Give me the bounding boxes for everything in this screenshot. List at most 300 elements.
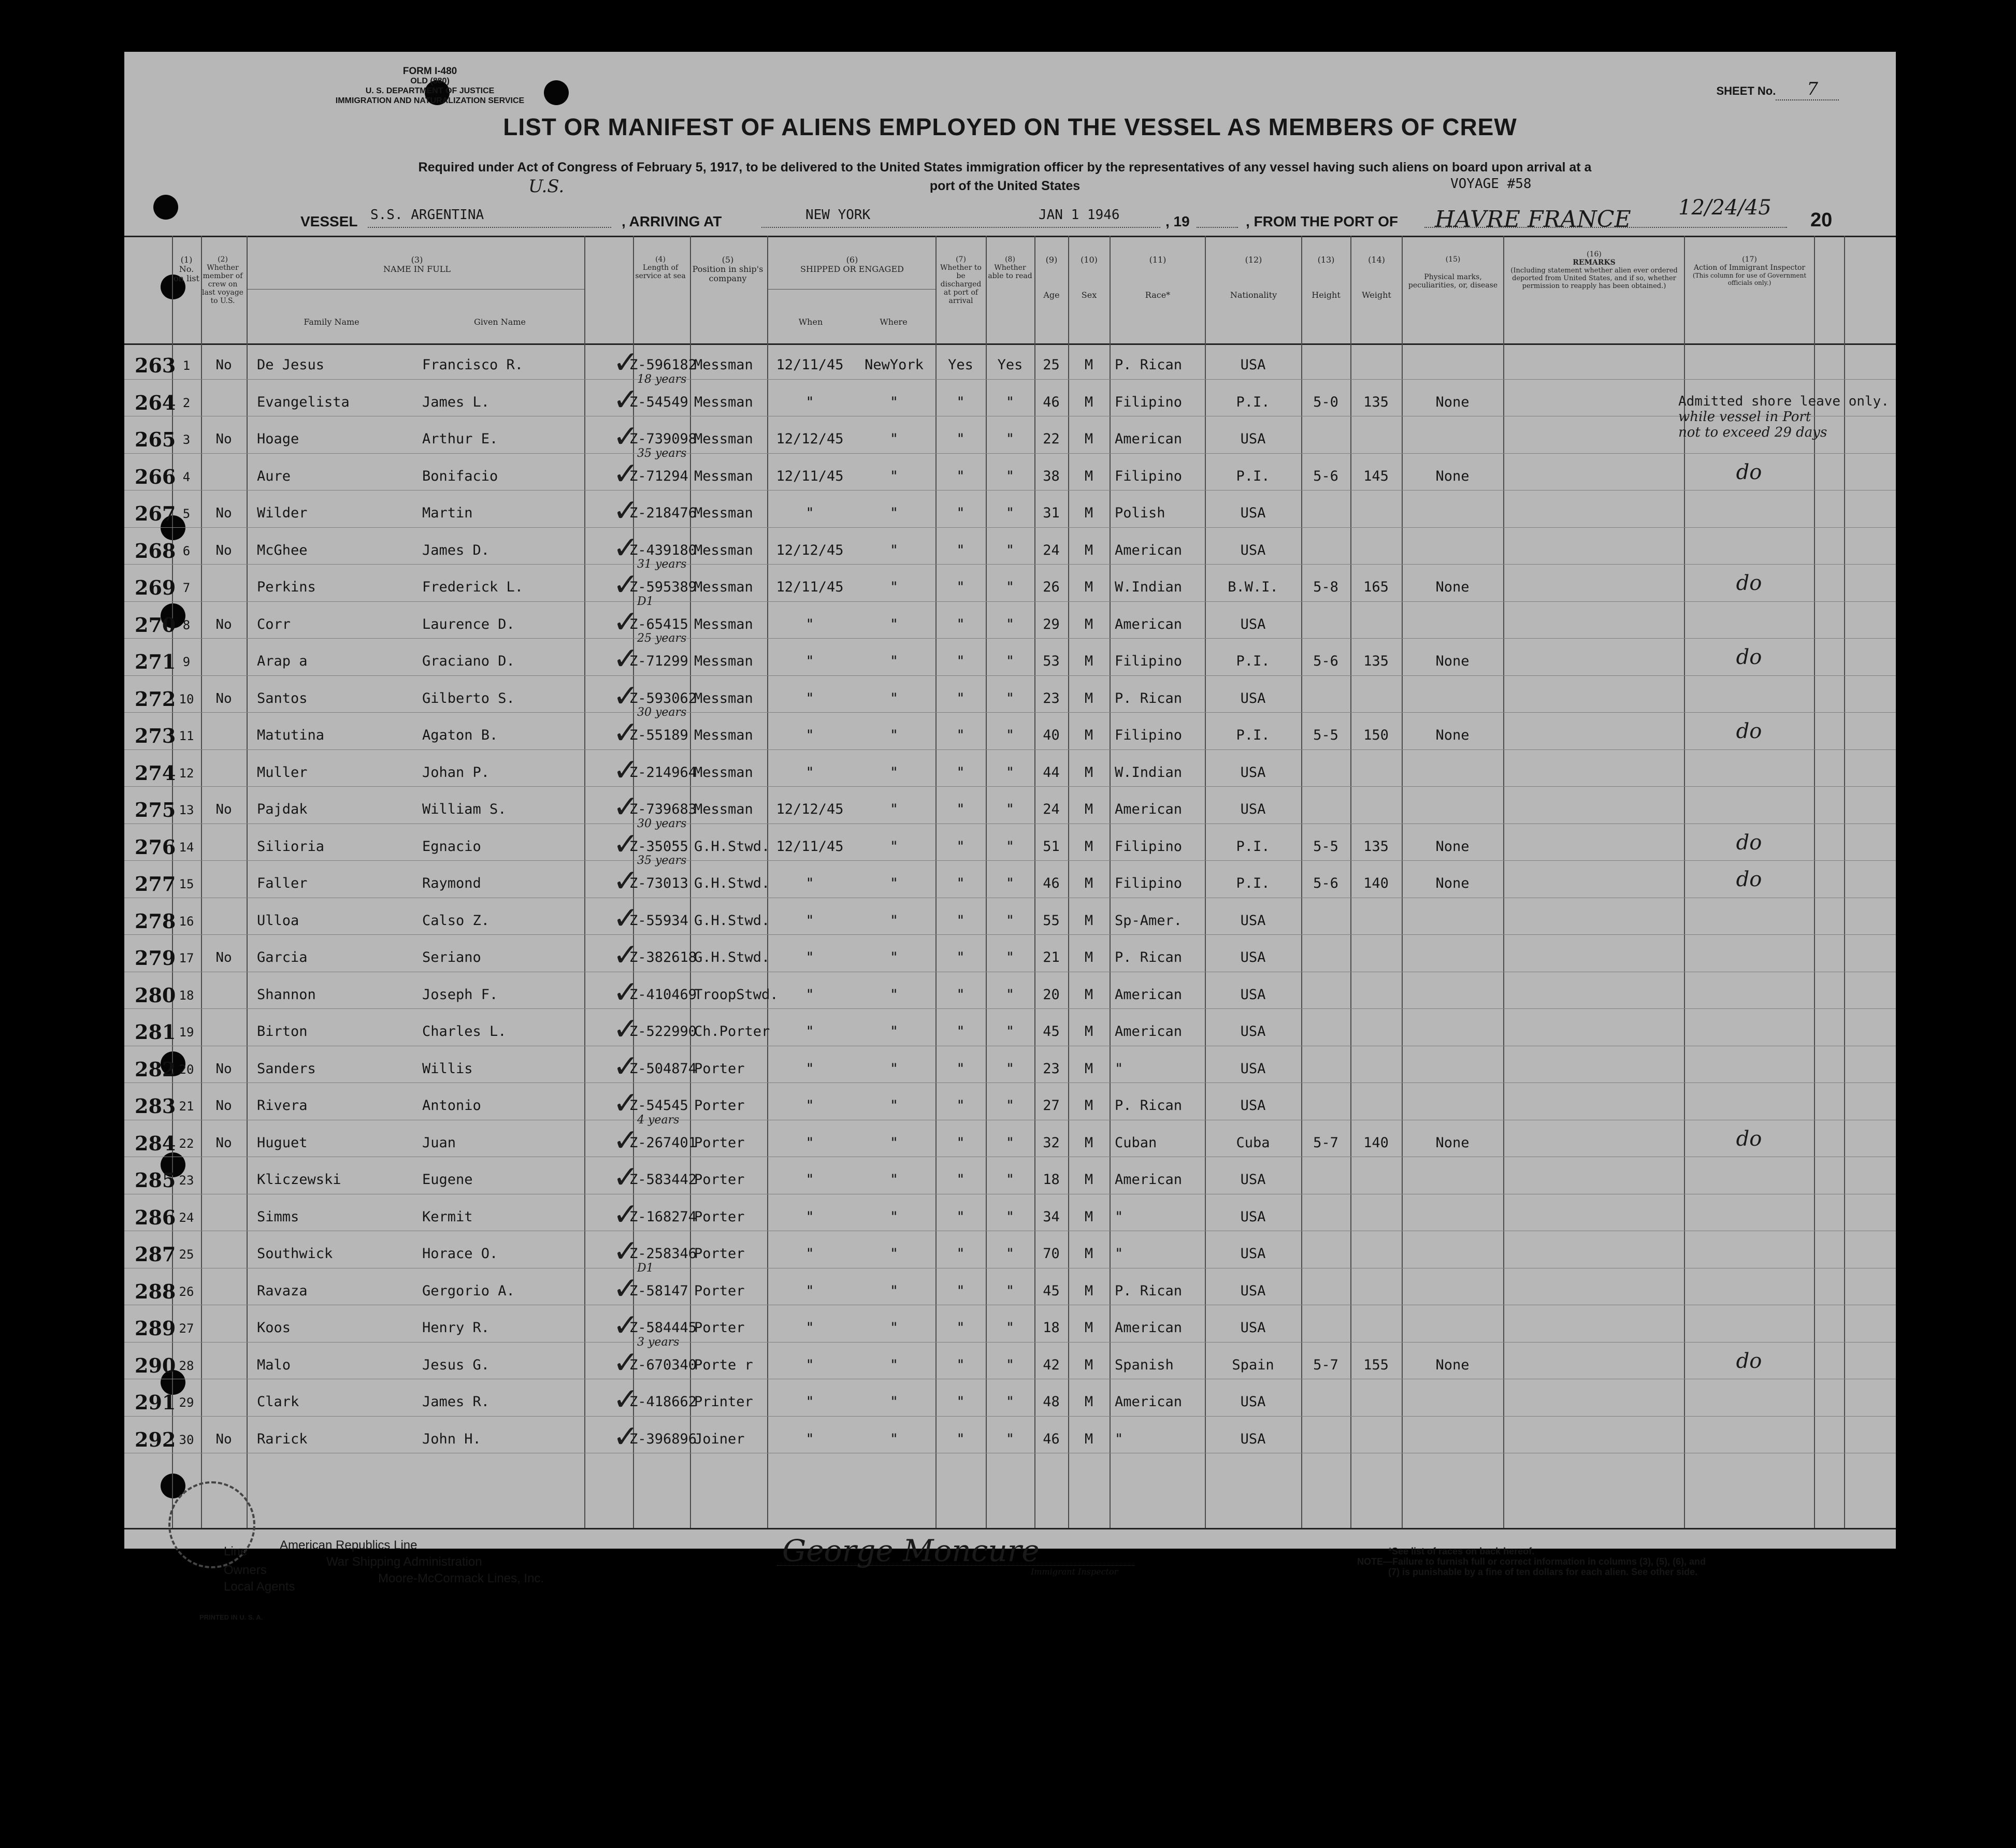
line-number: 279 xyxy=(135,946,176,970)
cell-when: " xyxy=(805,653,814,669)
cell-race: Filipino xyxy=(1115,394,1183,410)
cell-race: P. Rican xyxy=(1115,690,1183,706)
cell-z: Z-58147 xyxy=(629,1282,688,1299)
cell-given: Egnacio xyxy=(422,838,481,855)
check-mark-icon: ✓ xyxy=(613,455,639,492)
cell-read: " xyxy=(1005,653,1015,669)
cell-race: P. Rican xyxy=(1115,1282,1183,1299)
cell-no: 17 xyxy=(179,951,194,965)
cell-age: 45 xyxy=(1043,1023,1060,1040)
cell-race: " xyxy=(1115,1246,1124,1262)
line-number: 283 xyxy=(135,1094,176,1118)
cell-when: " xyxy=(805,1134,814,1151)
cell-given: Laurence D. xyxy=(422,616,515,632)
line-number: 282 xyxy=(135,1057,176,1081)
table-row xyxy=(124,416,1896,453)
header-col10: (10) Sex xyxy=(1081,255,1098,300)
table-row xyxy=(124,675,1896,713)
cell-height: 5-6 xyxy=(1313,875,1338,891)
cell-disch: " xyxy=(956,1060,965,1077)
footer-notes xyxy=(1357,1546,1706,1577)
year-label: , 19 xyxy=(1165,213,1190,229)
cell-position: Porter xyxy=(694,1172,745,1188)
cell-where: " xyxy=(889,727,899,743)
requirement-line-2: port of the United States xyxy=(929,179,1081,193)
check-mark-icon: ✓ xyxy=(613,715,639,751)
cell-prev: No xyxy=(215,1098,232,1114)
cell-no: 4 xyxy=(182,469,191,484)
cell-position: Joiner xyxy=(694,1431,745,1447)
cell-weight: 150 xyxy=(1363,727,1389,743)
cell-family: Faller xyxy=(257,875,308,891)
cell-position: Messman xyxy=(694,394,753,410)
cell-no: 19 xyxy=(179,1025,194,1040)
cell-height: 5-7 xyxy=(1313,1134,1338,1151)
line-number: 266 xyxy=(135,465,176,488)
cell-sex: M xyxy=(1084,801,1093,817)
cell-no: 15 xyxy=(179,877,194,891)
cell-read: " xyxy=(1005,394,1015,410)
cell-read: " xyxy=(1005,1320,1015,1336)
cell-prev: No xyxy=(215,1431,232,1447)
check-mark-icon: ✓ xyxy=(613,789,639,825)
cell-race: American xyxy=(1115,1023,1183,1040)
cell-position: Messman xyxy=(694,579,753,595)
cell-sex: M xyxy=(1084,727,1093,743)
cell-race: P. Rican xyxy=(1115,1098,1183,1114)
cell-nat: USA xyxy=(1240,1060,1266,1077)
cell-read: " xyxy=(1005,764,1015,781)
line-number: 271 xyxy=(135,650,176,673)
cell-age: 45 xyxy=(1043,1282,1060,1299)
cell-nat: USA xyxy=(1240,1208,1266,1225)
cell-sex: M xyxy=(1084,579,1093,595)
cell-age: 29 xyxy=(1043,616,1060,632)
cell-no: 30 xyxy=(179,1432,194,1447)
cell-weight: 135 xyxy=(1363,394,1389,410)
cell-age: 22 xyxy=(1043,431,1060,447)
header-when: When xyxy=(798,317,823,327)
cell-read: " xyxy=(1005,1098,1015,1114)
cell-position: Porter xyxy=(694,1320,745,1336)
check-mark-icon: ✓ xyxy=(613,1233,639,1269)
requirement-text xyxy=(228,158,1782,195)
cell-given: James L. xyxy=(422,394,490,410)
cell-prev: No xyxy=(215,802,232,817)
cell-when: " xyxy=(805,727,814,743)
cell-nat: Spain xyxy=(1232,1356,1274,1373)
check-mark-icon: ✓ xyxy=(613,1381,639,1418)
document-title: LIST OR MANIFEST OF ALIENS EMPLOYED ON THE VESSEL AS MEMBERS OF CREW xyxy=(503,113,1517,140)
cell-z: Z-55934 xyxy=(629,912,688,929)
cell-race: Spanish xyxy=(1115,1356,1174,1373)
cell-z: Z-584445 xyxy=(629,1320,697,1336)
cell-where: " xyxy=(889,764,899,781)
end-label: 20 xyxy=(1810,209,1833,231)
cell-weight: 140 xyxy=(1363,875,1389,891)
cell-position: Porter xyxy=(694,1060,745,1077)
cell-family: Pajdak xyxy=(257,801,308,817)
cell-when: " xyxy=(805,986,814,1003)
check-mark-icon: ✓ xyxy=(613,900,639,936)
cell-no: 18 xyxy=(179,988,194,1003)
cell-when: " xyxy=(805,764,814,781)
cell-age: 24 xyxy=(1043,542,1060,558)
cell-sex: M xyxy=(1084,912,1093,929)
cell-weight: 135 xyxy=(1363,653,1389,669)
note-races: *See list of races on back hereof. xyxy=(1388,1546,1535,1556)
cell-race: Sp-Amer. xyxy=(1115,912,1183,929)
table-row xyxy=(124,1416,1896,1453)
cell-prev: No xyxy=(215,542,232,558)
check-mark-icon: ✓ xyxy=(613,344,639,381)
line-number: 289 xyxy=(135,1317,176,1340)
cell-z: Z-73013 xyxy=(629,875,688,891)
cell-z: Z-214964 xyxy=(629,764,697,781)
cell-given: Bonifacio xyxy=(422,468,498,484)
form-number: FORM I-480 xyxy=(402,66,457,77)
cell-race: " xyxy=(1115,1208,1124,1225)
header-col11: (11) Race* xyxy=(1145,255,1171,300)
cell-nat: USA xyxy=(1240,801,1266,817)
cell-when: " xyxy=(805,1282,814,1299)
cell-nat: USA xyxy=(1240,505,1266,521)
cell-position: Messman xyxy=(694,801,753,817)
cell-age: 53 xyxy=(1043,653,1060,669)
cell-sex: M xyxy=(1084,1394,1093,1410)
cell-given: Graciano D. xyxy=(422,653,515,669)
cell-given: Henry R. xyxy=(422,1320,490,1336)
owners-label: Owners xyxy=(224,1563,267,1577)
cell-no: 16 xyxy=(179,914,194,929)
manifest-sheet xyxy=(124,52,1896,1621)
cell-action: do xyxy=(1736,645,1762,669)
table-row xyxy=(124,1157,1896,1194)
cell-read: " xyxy=(1005,1134,1015,1151)
cell-family: Koos xyxy=(257,1320,291,1336)
cell-no: 3 xyxy=(182,432,191,447)
cell-nat: P.I. xyxy=(1236,468,1270,484)
cell-nat: USA xyxy=(1240,912,1266,929)
line-number: 270 xyxy=(135,613,176,637)
check-mark-icon: ✓ xyxy=(613,826,639,862)
line-number: 292 xyxy=(135,1427,176,1451)
cell-no: 7 xyxy=(182,581,191,595)
cell-disch: " xyxy=(956,616,965,632)
sheet-label: SHEET No. xyxy=(1716,84,1776,97)
cell-nat: USA xyxy=(1240,690,1266,706)
service-length: 4 years xyxy=(637,1113,680,1127)
agents-label: Local Agents xyxy=(224,1580,295,1594)
cell-z: Z-418662 xyxy=(629,1394,697,1410)
cell-sex: M xyxy=(1084,1431,1093,1447)
cell-nat: B.W.I. xyxy=(1228,579,1278,595)
cell-sex: M xyxy=(1084,764,1093,781)
cell-race: American xyxy=(1115,542,1183,558)
cell-sex: M xyxy=(1084,394,1093,410)
line-number: 273 xyxy=(135,724,176,747)
cell-position: Messman xyxy=(694,727,753,743)
cell-given: Juan xyxy=(422,1134,456,1151)
cell-nat: USA xyxy=(1240,1172,1266,1188)
cell-read: " xyxy=(1005,912,1015,929)
cell-age: 26 xyxy=(1043,579,1060,595)
check-mark-icon: ✓ xyxy=(613,1159,639,1195)
cell-position: G.H.Stwd. xyxy=(694,875,770,891)
cell-no: 8 xyxy=(182,617,191,632)
cell-sex: M xyxy=(1084,949,1093,965)
cell-race: American xyxy=(1115,986,1183,1003)
cell-read: " xyxy=(1005,838,1015,855)
cell-family: Ulloa xyxy=(257,912,299,929)
service-length: 3 years xyxy=(637,1335,680,1349)
cell-where: " xyxy=(889,431,899,447)
check-mark-icon: ✓ xyxy=(613,603,639,640)
cell-position: G.H.Stwd. xyxy=(694,912,770,929)
voyage-number: VOYAGE #58 xyxy=(1450,176,1532,192)
check-mark-icon: ✓ xyxy=(613,863,639,899)
service-length: D1 xyxy=(637,595,654,608)
form-old: OLD (880) xyxy=(410,77,450,85)
cell-family: Santos xyxy=(257,690,308,706)
cell-sex: M xyxy=(1084,1098,1093,1114)
cell-race: American xyxy=(1115,801,1183,817)
cell-where: " xyxy=(889,1134,899,1151)
line-number: 274 xyxy=(135,761,176,785)
cell-age: 46 xyxy=(1043,875,1060,891)
line-number: 280 xyxy=(135,983,176,1007)
cell-sex: M xyxy=(1084,1356,1093,1373)
cell-family: Huguet xyxy=(257,1134,308,1151)
cell-z: Z-439180 xyxy=(629,542,697,558)
header-col14: (14) Weight xyxy=(1362,255,1391,300)
table-row xyxy=(124,817,1896,862)
line-number: 267 xyxy=(135,502,176,525)
cell-z: Z-504874 xyxy=(629,1060,697,1077)
cell-age: 32 xyxy=(1043,1134,1060,1151)
cell-given: Frederick L. xyxy=(422,579,524,595)
header-col3: (3) NAME IN FULL xyxy=(383,255,451,274)
cell-z: Z-71299 xyxy=(629,653,688,669)
cell-action: do xyxy=(1736,830,1762,855)
cell-given: Eugene xyxy=(422,1172,473,1188)
table-row xyxy=(124,1082,1896,1120)
cell-race: Cuban xyxy=(1115,1134,1157,1151)
cell-race: Filipino xyxy=(1115,653,1183,669)
cell-z: Z-55189 xyxy=(629,727,688,743)
cell-given: Jesus G. xyxy=(422,1356,490,1373)
cell-where: " xyxy=(889,1282,899,1299)
cell-where: " xyxy=(889,949,899,965)
remarks-line-2: while vessel in Port xyxy=(1678,409,1811,425)
header-col6: (6) SHIPPED OR ENGAGED xyxy=(800,255,904,274)
table-row xyxy=(124,527,1896,565)
check-mark-icon: ✓ xyxy=(613,752,639,788)
cell-where: " xyxy=(889,1098,899,1114)
cell-position: G.H.Stwd. xyxy=(694,838,770,855)
line-number: 275 xyxy=(135,798,176,821)
cell-height: 5-6 xyxy=(1313,653,1338,669)
check-mark-icon: ✓ xyxy=(613,641,639,677)
cell-height: 5-5 xyxy=(1313,727,1338,743)
cell-family: Rivera xyxy=(257,1098,308,1114)
cell-z: Z-739098 xyxy=(629,431,697,447)
line-number: 288 xyxy=(135,1279,176,1303)
service-length: 31 years xyxy=(637,558,687,571)
cell-no: 5 xyxy=(182,507,191,521)
cell-prev: No xyxy=(215,431,232,447)
header-col5: (5) Position in ship's company xyxy=(692,255,764,283)
line-number: 284 xyxy=(135,1131,176,1155)
cell-when: 12/12/45 xyxy=(776,542,844,558)
cell-family: Corr xyxy=(257,616,291,632)
cell-disch: " xyxy=(956,838,965,855)
cell-when: 12/11/45 xyxy=(776,468,844,484)
check-mark-icon: ✓ xyxy=(613,1270,639,1307)
cell-disch: " xyxy=(956,1172,965,1188)
line-number: 287 xyxy=(135,1243,176,1266)
sheet-number xyxy=(1716,79,1839,99)
cell-given: John H. xyxy=(422,1431,481,1447)
check-mark-icon: ✓ xyxy=(613,1122,639,1159)
cell-family: Arap a xyxy=(257,653,308,669)
cell-family: Kliczewski xyxy=(257,1172,341,1188)
cell-race: Filipino xyxy=(1115,875,1183,891)
cell-disch: " xyxy=(956,986,965,1003)
cell-race: Filipino xyxy=(1115,727,1183,743)
table-row xyxy=(124,934,1896,972)
cell-family: Shannon xyxy=(257,986,316,1003)
cell-where: " xyxy=(889,838,899,855)
check-mark-icon: ✓ xyxy=(613,974,639,1010)
service-length: D1 xyxy=(637,1261,654,1275)
cell-z: Z-396896 xyxy=(629,1431,697,1447)
cell-position: Messman xyxy=(694,764,753,781)
cell-when: " xyxy=(805,1023,814,1040)
cell-age: 42 xyxy=(1043,1356,1060,1373)
cell-nat: USA xyxy=(1240,1320,1266,1336)
line-number: 268 xyxy=(135,539,176,562)
cell-race: " xyxy=(1115,1060,1124,1077)
cell-family: McGhee xyxy=(257,542,308,558)
cell-family: Silioria xyxy=(257,838,325,855)
cell-read: " xyxy=(1005,1246,1015,1262)
cell-given: Willis xyxy=(422,1060,473,1077)
cell-marks: None xyxy=(1435,1356,1470,1373)
cell-sex: M xyxy=(1084,505,1093,521)
table-row xyxy=(124,342,1896,379)
cell-no: 20 xyxy=(179,1062,194,1077)
cell-disch: " xyxy=(956,690,965,706)
cell-nat: USA xyxy=(1240,1246,1266,1262)
check-mark-icon: ✓ xyxy=(613,567,639,603)
check-mark-icon: ✓ xyxy=(613,418,639,455)
table-row xyxy=(124,595,1896,640)
cell-sex: M xyxy=(1084,1246,1093,1262)
cell-prev: No xyxy=(215,690,232,706)
cell-where: " xyxy=(889,1246,899,1262)
cell-nat: USA xyxy=(1240,616,1266,632)
table-row xyxy=(124,1113,1896,1159)
cell-where: " xyxy=(889,616,899,632)
cell-read: " xyxy=(1005,431,1015,447)
line-number: 286 xyxy=(135,1205,176,1229)
cell-where: " xyxy=(889,394,899,410)
cell-marks: None xyxy=(1435,468,1470,484)
service-length: 25 years xyxy=(637,632,687,645)
cell-nat: USA xyxy=(1240,1394,1266,1410)
table-row xyxy=(124,446,1896,492)
cell-read: " xyxy=(1005,1282,1015,1299)
cell-age: 20 xyxy=(1043,986,1060,1003)
cell-race: Polish xyxy=(1115,505,1165,521)
cell-position: Messman xyxy=(694,690,753,706)
cell-disch: " xyxy=(956,1320,965,1336)
cell-read: " xyxy=(1005,986,1015,1003)
check-mark-icon: ✓ xyxy=(613,1344,639,1381)
cell-given: Agaton B. xyxy=(422,727,498,743)
cell-read: " xyxy=(1005,505,1015,521)
cell-sex: M xyxy=(1084,838,1093,855)
cell-when: 12/11/45 xyxy=(776,357,844,373)
cell-given: Johan P. xyxy=(422,764,490,781)
cell-action: do xyxy=(1736,719,1762,743)
line-number: 272 xyxy=(135,687,176,711)
cell-no: 1 xyxy=(182,358,191,373)
cell-prev: No xyxy=(215,616,232,632)
cell-sex: M xyxy=(1084,431,1093,447)
cell-read: " xyxy=(1005,1060,1015,1077)
cell-family: Ravaza xyxy=(257,1282,308,1299)
cell-when: " xyxy=(805,1320,814,1336)
cell-marks: None xyxy=(1435,653,1470,669)
cell-disch: " xyxy=(956,801,965,817)
agents-value: Moore-McCormack Lines, Inc. xyxy=(378,1571,544,1585)
vessel-label: VESSEL xyxy=(300,213,358,229)
cell-nat: USA xyxy=(1240,764,1266,781)
cell-where: " xyxy=(889,1320,899,1336)
cell-disch: " xyxy=(956,1134,965,1151)
cell-read: " xyxy=(1005,690,1015,706)
cell-z: Z-168274 xyxy=(629,1208,697,1225)
cell-weight: 135 xyxy=(1363,838,1389,855)
cell-read: " xyxy=(1005,616,1015,632)
cell-sex: M xyxy=(1084,1320,1093,1336)
cell-sex: M xyxy=(1084,1282,1093,1299)
cell-given: Joseph F. xyxy=(422,986,498,1003)
cell-given: Charles L. xyxy=(422,1023,507,1040)
cell-prev: No xyxy=(215,1135,232,1151)
cell-nat: USA xyxy=(1240,357,1266,373)
cell-prev: No xyxy=(215,950,232,965)
line-number: 264 xyxy=(135,391,176,414)
cell-read: " xyxy=(1005,468,1015,484)
cell-read: " xyxy=(1005,1208,1015,1225)
cell-race: American xyxy=(1115,431,1183,447)
cell-no: 23 xyxy=(179,1173,194,1188)
cell-when: " xyxy=(805,1431,814,1447)
cell-position: Messman xyxy=(694,542,753,558)
cell-z: Z-522990 xyxy=(629,1023,697,1040)
line-number: 285 xyxy=(135,1168,176,1192)
cell-nat: USA xyxy=(1240,1023,1266,1040)
line-number: 269 xyxy=(135,576,176,599)
table-row xyxy=(124,490,1896,527)
cell-disch: " xyxy=(956,1246,965,1262)
inspector-line xyxy=(777,1565,1134,1566)
cell-position: Printer xyxy=(694,1394,753,1410)
cell-sex: M xyxy=(1084,653,1093,669)
